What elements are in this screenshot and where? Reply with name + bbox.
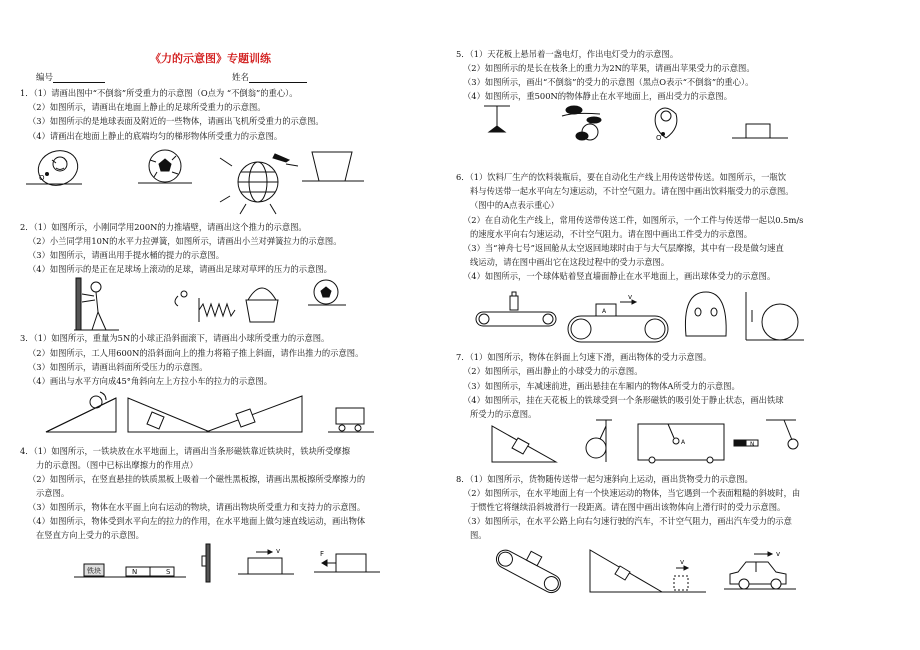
slope-slide-figure xyxy=(492,426,556,462)
q5-line-2: （2）如图所示的是长在枝条上的重力为2N的苹果，请画出苹果受力的示意图。 xyxy=(463,63,755,73)
name-field xyxy=(232,71,307,83)
q3-line-2: （2）如图所示，工人用600N的沿斜面向上的推力将箱子推上斜面，请作出推力的示意图。 xyxy=(28,348,364,358)
q5-figures xyxy=(470,102,800,154)
q5-line-3: （3）如图所示，画出“不倒翁”的受力的示意图（黑点O表示“不倒翁”的重心）。 xyxy=(463,77,754,87)
q7-line-2: （2）如图所示，画出静止的小球受力的示意图。 xyxy=(463,366,643,376)
magnet-ball-n-label: N xyxy=(750,441,755,448)
q4-figures xyxy=(70,540,390,584)
q5-line-4: （4）如图所示，重500N的物体静止在水平地面上，画出受力的示意图。 xyxy=(463,91,732,101)
q2-figures xyxy=(74,278,354,338)
q7-line-5: 所受力的示意图。 xyxy=(470,409,537,419)
pulled-block-figure xyxy=(314,550,380,572)
slope-v-label: v xyxy=(680,558,685,566)
van-hanging-figure xyxy=(638,424,724,463)
q8-line-1: 8．（1）如图所示，货物随传送带一起匀速斜向上运动，画出货物受力的示意图。 xyxy=(456,474,753,484)
string-ball-figure xyxy=(586,420,612,462)
cart-figure xyxy=(328,408,374,432)
incline-conveyor-figure xyxy=(493,538,568,596)
q8-line-5: 图。 xyxy=(470,530,487,540)
earth-plane-figure xyxy=(220,154,298,214)
page-title: 《力的示意图》专题训练 xyxy=(150,52,271,65)
tumbler-2-o-label: O xyxy=(656,134,662,142)
workpiece-conveyor-figure xyxy=(568,293,668,342)
bucket-figure xyxy=(246,288,278,322)
spring-figure xyxy=(175,291,235,322)
trapezoid-figure xyxy=(302,152,364,181)
q8-figures xyxy=(492,546,812,596)
q3-line-3: （3）如图所示，请画出斜面所受压力的示意图。 xyxy=(28,362,208,372)
q8-line-3: 于惯性它将继续沿斜坡滑行一段距离。请在图中画出该物体向上滑行时的受力示意图。 xyxy=(470,502,786,512)
q8-line-2: （2）如图所示，在水平地面上有一个快速运动的物体，当它遇到一个表面粗糙的斜坡时，由 xyxy=(463,488,801,498)
q6-line-2: 料与传送带一起水平向左匀速运动，不计空气阻力。请在图中画出饮料瓶受力的示意图。 xyxy=(470,186,794,196)
q6-line-8: （4）如图所示，一个球体贴着竖直墙面静止在水平地面上，画出球体受力的示意图。 xyxy=(463,271,776,281)
q2-line-1: 2．（1）如图所示，小刚同学用200N的力推墙壁，请画出这个推力的示意图。 xyxy=(20,222,307,232)
bottle-conveyor-figure xyxy=(476,292,556,326)
q6-line-7: 线运动，请在图中画出它在这段过程中的受力示意图。 xyxy=(470,257,670,267)
number-label: 编号 xyxy=(36,73,54,83)
q4-line-5: （3）如图所示，物体在水平面上向右运动的物块，请画出物块所受重力和支持力的示意图。 xyxy=(28,502,366,512)
iron-label: 铁块 xyxy=(87,567,101,575)
number-field xyxy=(36,71,105,83)
q8-line-4: （3）如图所示，在水平公路上向右匀速行驶的汽车，不计空气阻力，画出汽车受力的示意 xyxy=(463,516,792,526)
moving-block-figure xyxy=(238,547,294,574)
name-label: 姓名 xyxy=(232,73,250,83)
van-a-label: A xyxy=(681,439,686,446)
q1-line-1: 1．（1）请画出图中“不倒翁”所受重力的示意图（O点为 “不倒翁”的重心）。 xyxy=(20,88,298,98)
apple-branch-figure xyxy=(562,106,601,140)
q1-line-2: （2）如图所示，请画出在地面上静止的足球所受重力的示意图。 xyxy=(28,102,266,112)
football-figure xyxy=(138,150,192,183)
q4-line-2: 力的示意图。（图中已标出摩擦力的作用点） xyxy=(36,460,198,470)
q6-line-5: 的速度水平向右匀速运动，不计空气阻力。请在图中画出工件受力的示意图。 xyxy=(470,229,753,239)
q1-line-3: （3）如图所示的是地球表面及附近的一些物体，请画出飞机所受重力的示意图。 xyxy=(28,116,324,126)
q4-line-1: 4．（1）如图所示，一铁块放在水平地面上，请画出当条形磁铁靠近铁块时，铁块所受摩擦 xyxy=(20,446,350,456)
wall-ball-figure xyxy=(746,292,804,340)
q4-line-7: 在竖直方向上受力的示意图。 xyxy=(36,530,144,540)
block-v-label: v xyxy=(276,547,281,555)
q1-figures xyxy=(20,146,400,218)
tumbler-figure xyxy=(26,145,83,191)
block-f-label: F xyxy=(320,550,325,558)
name-blank[interactable] xyxy=(249,73,307,83)
magnet-n-label: N xyxy=(132,568,138,576)
slope-box-push-figure xyxy=(128,398,210,432)
q6-line-4: （2）在自动化生产线上，常用传送带传送工件，如图所示，一个工件与传送带一起以0.5m/s xyxy=(463,215,804,225)
wall-push-figure xyxy=(74,278,119,330)
q4-line-3: （2）如图所示，在竖直悬挂的铁质黑板上吸着一个磁性黑板擦，请画出黑板擦所受摩擦力的 xyxy=(28,474,366,484)
q4-line-4: 示意图。 xyxy=(36,488,70,498)
q6-line-6: （3）当“神舟七号”返回舱从太空返回地球时由于与大气层摩擦，其中有一段是做匀速直 xyxy=(463,243,784,253)
q6-figures xyxy=(470,290,810,348)
car-figure xyxy=(724,550,796,589)
q2-line-2: （2）小兰同学用10N的水平力拉弹簧，如图所示，请画出小兰对弹簧拉力的示意图。 xyxy=(28,236,342,246)
q7-line-3: （3）如图所示，车减速前进，画出悬挂在车厢内的物体A所受力的示意图。 xyxy=(463,381,740,391)
magnet-ball-figure xyxy=(734,420,798,449)
tumbler-o-label: O xyxy=(39,174,45,182)
slope-ball-figure xyxy=(46,392,116,432)
q3-figures xyxy=(40,388,380,438)
lamp-figure xyxy=(484,106,510,132)
capsule-figure xyxy=(685,292,726,336)
q3-line-4: （4）画出与水平方向成45°角斜向左上方拉小车的拉力的示意图。 xyxy=(28,376,273,386)
magnet-s-label: S xyxy=(166,568,171,576)
slope-box-figure xyxy=(206,396,302,432)
car-v-label: v xyxy=(776,550,781,558)
workpiece-v-label: v xyxy=(628,293,633,301)
blackboard-eraser-figure xyxy=(202,544,210,582)
q1-line-4: （4）请画出在地面上静止的底端均匀的梯形物体所受重力的示意图。 xyxy=(28,131,283,141)
q7-figures xyxy=(488,416,818,466)
q2-line-4: （4）如图所示的是正在足球场上滚动的足球，请画出足球对草坪的压力的示意图。 xyxy=(28,264,332,274)
q4-line-6: （4）如图所示，物体受到水平向左的拉力的作用，在水平地面上做匀速直线运动，画出物体 xyxy=(28,516,366,526)
q6-line-1: 6．（1）饮料厂生产的饮料装瓶后，要在自动化生产线上用传送带传送。如图所示，一瓶饮 xyxy=(456,172,786,182)
q2-line-3: （3）如图所示，请画出用手提水桶的提力的示意图。 xyxy=(28,250,225,260)
iron-magnet-figure xyxy=(74,564,186,577)
rolling-ball-figure xyxy=(308,280,346,305)
tumbler-2-figure xyxy=(655,108,677,142)
workpiece-a-label: A xyxy=(602,308,607,315)
box-on-ground-figure xyxy=(732,124,788,138)
q3-line-1: 3．（1）如图所示，重量为5N的小球正沿斜面滚下，请画出小球所受重力的示意图。 xyxy=(20,333,330,343)
q7-line-1: 7．（1）如图所示，物体在斜面上匀速下滑，画出物体的受力示意图。 xyxy=(456,352,712,362)
number-blank[interactable] xyxy=(53,73,105,83)
q6-line-3: （图中的A点表示重心） xyxy=(470,200,559,210)
q5-line-1: 5．（1）天花板上悬吊着一盏电灯，作出电灯受力的示意图。 xyxy=(456,49,679,59)
q7-line-4: （4）如图所示，挂在天花板上的铁球受到一个条形磁铁的吸引处于静止状态，画出铁球 xyxy=(463,395,784,405)
rough-slope-figure xyxy=(590,550,706,592)
